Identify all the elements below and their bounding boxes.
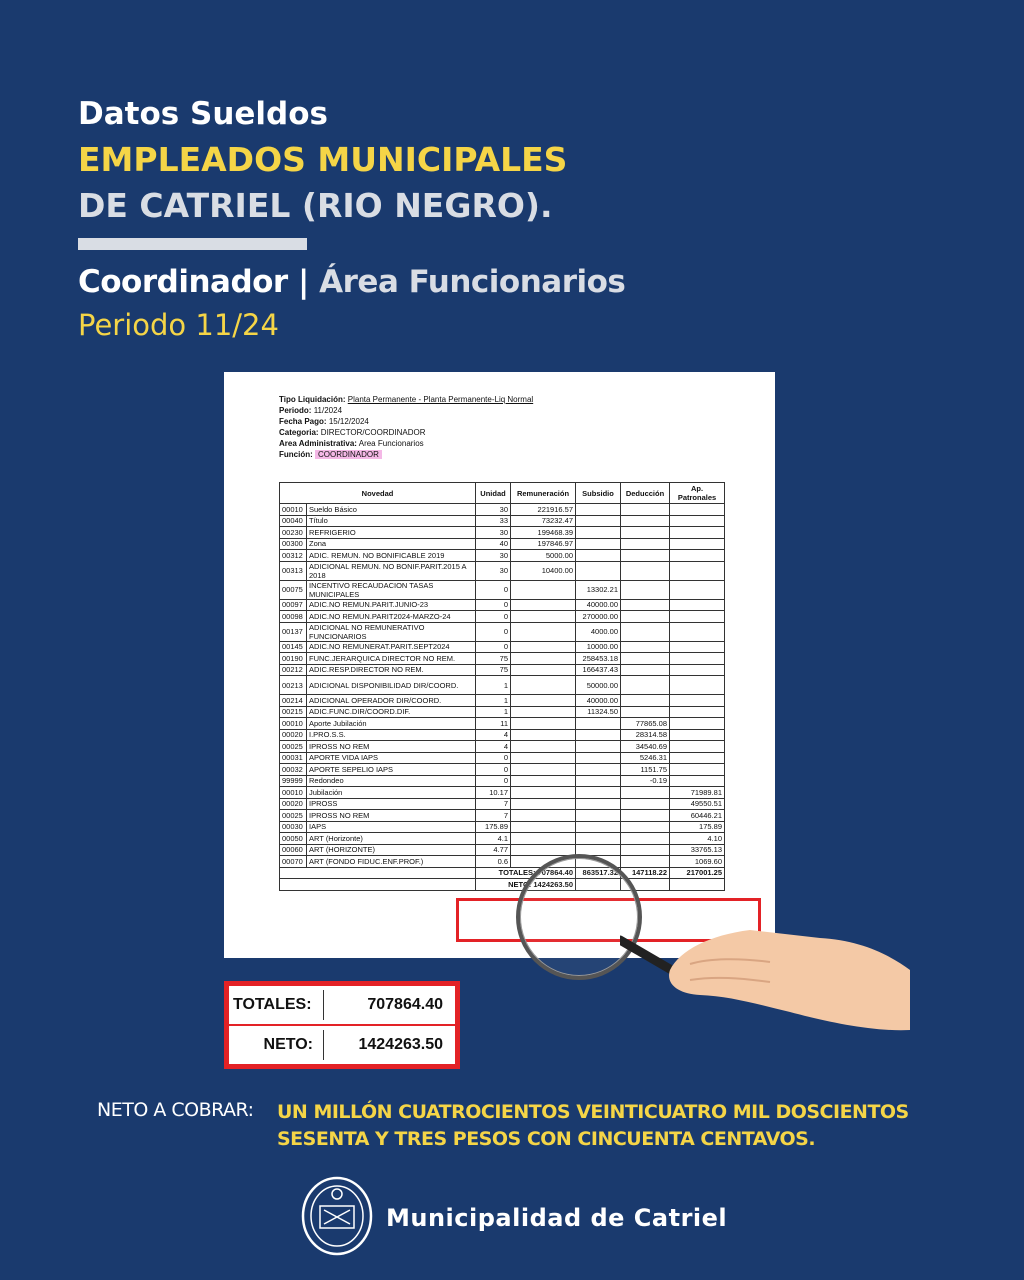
- cell-sub: 11324.50: [576, 706, 621, 718]
- cell-code: 00020: [280, 798, 307, 810]
- table-row: [280, 752, 725, 764]
- cell-unit: 0: [476, 764, 511, 776]
- role-heading: [78, 264, 625, 300]
- cell-code: 00215: [280, 706, 307, 718]
- role-position: Coordinador |: [78, 264, 309, 300]
- cell-sub: [576, 833, 621, 845]
- table-row: [280, 741, 725, 753]
- cell-name: ADIC.FUNC.DIR/COORD.DIF.: [307, 706, 476, 718]
- cell-unit: 75: [476, 664, 511, 676]
- cell-name: ART (FONDO FIDUC.ENF.PROF.): [307, 856, 476, 868]
- cell-sub: [576, 810, 621, 822]
- table-row: [280, 798, 725, 810]
- cell-pat: [670, 504, 725, 516]
- table-row: [280, 695, 725, 707]
- totals-patronales: 217001.25: [670, 867, 725, 879]
- cell-ded: [621, 622, 670, 641]
- table-row: [280, 504, 725, 516]
- cell-unit: 175.89: [476, 821, 511, 833]
- cell-name: ADIC.NO REMUN.PARIT.JUNIO-23: [307, 599, 476, 611]
- table-row: [280, 611, 725, 623]
- cell-ded: [621, 664, 670, 676]
- cell-name: ADICIONAL DISPONIBILIDAD DIR/COORD.: [307, 676, 476, 695]
- cell-ded: [621, 856, 670, 868]
- cell-ded: 28314.58: [621, 729, 670, 741]
- neto-cobrar-amount: UN MILLÓN CUATROCIENTOS VEINTICUATRO MIL DOSCIENTOS SESENTA Y TRES PESOS CON CINCUENTA CENTAVOS.: [277, 1101, 909, 1150]
- table-row: [280, 706, 725, 718]
- cell-code: 00098: [280, 611, 307, 623]
- cell-sub: 270000.00: [576, 611, 621, 623]
- cell-sub: 40000.00: [576, 695, 621, 707]
- cell-rem: [511, 664, 576, 676]
- cell-code: 00032: [280, 764, 307, 776]
- cell-code: 00060: [280, 844, 307, 856]
- cell-code: 00025: [280, 741, 307, 753]
- cell-rem: [511, 787, 576, 799]
- cell-unit: 0: [476, 775, 511, 787]
- cell-name: ADICIONAL OPERADOR DIR/COORD.: [307, 695, 476, 707]
- cell-rem: 197846.97: [511, 538, 576, 550]
- table-row: [280, 676, 725, 695]
- cell-ded: [621, 561, 670, 580]
- cell-unit: 7: [476, 798, 511, 810]
- cell-pat: [670, 622, 725, 641]
- meta-categoria: Categoria: DIRECTOR/COORDINADOR: [279, 428, 426, 437]
- cell-sub: [576, 821, 621, 833]
- cell-ded: [621, 833, 670, 845]
- cell-pat: 175.89: [670, 821, 725, 833]
- table-row: [280, 810, 725, 822]
- cell-unit: 75: [476, 653, 511, 665]
- summary-neto-row: NETO: 1424263.50: [229, 1026, 455, 1064]
- cell-rem: [511, 611, 576, 623]
- cell-ded: [621, 580, 670, 599]
- cell-unit: 4.77: [476, 844, 511, 856]
- cell-unit: 0: [476, 641, 511, 653]
- col-patronales: Ap. Patronales: [670, 483, 725, 504]
- col-unidad: Unidad: [476, 483, 511, 504]
- cell-name: Sueldo Básico: [307, 504, 476, 516]
- totals-summary-box: [224, 981, 460, 1069]
- cell-rem: [511, 676, 576, 695]
- table-row: [280, 515, 725, 527]
- cell-sub: [576, 561, 621, 580]
- cell-name: I.PRO.S.S.: [307, 729, 476, 741]
- cell-name: Redondeo: [307, 775, 476, 787]
- cell-name: ART (Horizonte): [307, 833, 476, 845]
- cell-unit: 30: [476, 527, 511, 539]
- cell-name: FUNC.JERARQUICA DIRECTOR NO REM.: [307, 653, 476, 665]
- cell-rem: [511, 580, 576, 599]
- table-row: [280, 561, 725, 580]
- meta-tipo: Tipo Liquidación: Planta Permanente - Planta Permanente-Liq Normal: [279, 395, 534, 404]
- cell-pat: 49550.51: [670, 798, 725, 810]
- table-row: [280, 764, 725, 776]
- cell-name: Título: [307, 515, 476, 527]
- cell-name: ADICIONAL NO REMUNERATIVO FUNCIONARIOS: [307, 622, 476, 641]
- neto-cobrar-label: NETO A COBRAR:: [97, 1099, 254, 1121]
- cell-sub: [576, 729, 621, 741]
- cell-sub: 258453.18: [576, 653, 621, 665]
- cell-sub: [576, 718, 621, 730]
- cell-name: IAPS: [307, 821, 476, 833]
- cell-unit: 0: [476, 611, 511, 623]
- cell-pat: [670, 695, 725, 707]
- cell-sub: 166437.43: [576, 664, 621, 676]
- cell-name: INCENTIVO RECAUDACION TASAS MUNICIPALES: [307, 580, 476, 599]
- col-remuneracion: Remuneración: [511, 483, 576, 504]
- title-divider: [78, 238, 307, 250]
- cell-sub: [576, 504, 621, 516]
- cell-pat: [670, 550, 725, 562]
- cell-ded: [621, 641, 670, 653]
- cell-code: 00213: [280, 676, 307, 695]
- cell-pat: [670, 706, 725, 718]
- cell-unit: 0: [476, 599, 511, 611]
- cell-name: APORTE VIDA IAPS: [307, 752, 476, 764]
- cell-sub: [576, 787, 621, 799]
- cell-name: APORTE SEPELIO IAPS: [307, 764, 476, 776]
- cell-code: 00075: [280, 580, 307, 599]
- table-row: [280, 653, 725, 665]
- totals-subsidio: 863517.32: [576, 867, 621, 879]
- cell-code: 00010: [280, 787, 307, 799]
- cell-unit: 0: [476, 622, 511, 641]
- table-row: [280, 550, 725, 562]
- cell-name: REFRIGERIO: [307, 527, 476, 539]
- cell-code: 00212: [280, 664, 307, 676]
- cell-unit: 4.1: [476, 833, 511, 845]
- cell-rem: 199468.39: [511, 527, 576, 539]
- cell-unit: 30: [476, 561, 511, 580]
- table-row: [280, 833, 725, 845]
- cell-code: 00312: [280, 550, 307, 562]
- cell-pat: [670, 676, 725, 695]
- cell-sub: 10000.00: [576, 641, 621, 653]
- cell-rem: [511, 653, 576, 665]
- table-row: [280, 775, 725, 787]
- cell-code: 00050: [280, 833, 307, 845]
- cell-code: 00040: [280, 515, 307, 527]
- cell-name: IPROSS: [307, 798, 476, 810]
- table-row: [280, 580, 725, 599]
- cell-name: Zona: [307, 538, 476, 550]
- cell-pat: [670, 775, 725, 787]
- cell-pat: [670, 729, 725, 741]
- cell-ded: [621, 504, 670, 516]
- cell-rem: [511, 706, 576, 718]
- cell-rem: [511, 775, 576, 787]
- cell-ded: 77865.08: [621, 718, 670, 730]
- cell-unit: 1: [476, 706, 511, 718]
- hand-icon: [620, 900, 920, 1040]
- table-row: [280, 641, 725, 653]
- cell-unit: 30: [476, 504, 511, 516]
- cell-ded: 5246.31: [621, 752, 670, 764]
- cell-code: 00010: [280, 718, 307, 730]
- meta-periodo: Periodo: 11/2024: [279, 406, 343, 415]
- cell-name: ADICIONAL REMUN. NO BONIF.PARIT.2015 A 2018: [307, 561, 476, 580]
- cell-unit: 10.17: [476, 787, 511, 799]
- table-row: [280, 527, 725, 539]
- cell-code: 00020: [280, 729, 307, 741]
- cell-code: 99999: [280, 775, 307, 787]
- cell-rem: [511, 729, 576, 741]
- cell-pat: 33765.13: [670, 844, 725, 856]
- cell-rem: [511, 741, 576, 753]
- cell-sub: [576, 764, 621, 776]
- cell-rem: [511, 718, 576, 730]
- cell-name: ART (HORIZONTE): [307, 844, 476, 856]
- cell-sub: [576, 775, 621, 787]
- cell-rem: [511, 764, 576, 776]
- cell-rem: [511, 810, 576, 822]
- meta-funcion: Función: COORDINADOR: [279, 449, 382, 460]
- cell-name: ADIC.RESP.DIRECTOR NO REM.: [307, 664, 476, 676]
- cell-ded: -0.19: [621, 775, 670, 787]
- cell-ded: [621, 611, 670, 623]
- table-row: [280, 664, 725, 676]
- cell-rem: 5000.00: [511, 550, 576, 562]
- payslip-table: [279, 482, 725, 891]
- cell-rem: [511, 599, 576, 611]
- cell-ded: [621, 676, 670, 695]
- cell-sub: 13302.21: [576, 580, 621, 599]
- cell-pat: [670, 580, 725, 599]
- cell-pat: [670, 653, 725, 665]
- cell-pat: [670, 611, 725, 623]
- cell-sub: [576, 538, 621, 550]
- cell-unit: 1: [476, 695, 511, 707]
- col-novedad: Novedad: [280, 483, 476, 504]
- cell-rem: [511, 695, 576, 707]
- table-row: [280, 844, 725, 856]
- title-line-1: Datos Sueldos: [78, 96, 328, 132]
- cell-ded: 1151.75: [621, 764, 670, 776]
- cell-pat: 1069.60: [670, 856, 725, 868]
- cell-code: 00097: [280, 599, 307, 611]
- cell-unit: 33: [476, 515, 511, 527]
- table-row: [280, 718, 725, 730]
- cell-rem: 10400.00: [511, 561, 576, 580]
- cell-unit: 7: [476, 810, 511, 822]
- cell-sub: [576, 741, 621, 753]
- cell-pat: [670, 664, 725, 676]
- meta-area: Area Administrativa: Area Funcionarios: [279, 439, 424, 448]
- col-deduccion: Deducción: [621, 483, 670, 504]
- cell-name: ADIC.NO REMUN.PARIT2024-MARZO-24: [307, 611, 476, 623]
- cell-ded: [621, 527, 670, 539]
- cell-code: 00030: [280, 821, 307, 833]
- cell-sub: 50000.00: [576, 676, 621, 695]
- cell-sub: [576, 515, 621, 527]
- cell-name: IPROSS NO REM: [307, 810, 476, 822]
- period-label: Periodo 11/24: [78, 308, 279, 342]
- cell-unit: 11: [476, 718, 511, 730]
- cell-ded: [621, 844, 670, 856]
- cell-pat: [670, 718, 725, 730]
- cell-unit: 40: [476, 538, 511, 550]
- cell-ded: [621, 515, 670, 527]
- table-row: [280, 856, 725, 868]
- cell-pat: [670, 538, 725, 550]
- cell-rem: [511, 821, 576, 833]
- cell-code: 00230: [280, 527, 307, 539]
- cell-unit: 4: [476, 729, 511, 741]
- cell-rem: 221916.57: [511, 504, 576, 516]
- cell-sub: [576, 798, 621, 810]
- cell-pat: [670, 764, 725, 776]
- cell-pat: [670, 752, 725, 764]
- cell-code: 00025: [280, 810, 307, 822]
- cell-ded: [621, 538, 670, 550]
- role-area: Área Funcionarios: [308, 264, 626, 300]
- cell-rem: [511, 798, 576, 810]
- cell-name: Aporte Jubilación: [307, 718, 476, 730]
- cell-rem: [511, 833, 576, 845]
- title-line-2: EMPLEADOS MUNICIPALES: [78, 140, 568, 179]
- net-row: NETO: 1424263.50: [476, 879, 576, 891]
- cell-ded: [621, 798, 670, 810]
- cell-pat: [670, 515, 725, 527]
- brand-name: Municipalidad de Catriel: [386, 1204, 728, 1232]
- cell-pat: [670, 599, 725, 611]
- cell-ded: [621, 787, 670, 799]
- cell-code: 00313: [280, 561, 307, 580]
- table-row: [280, 538, 725, 550]
- summary-totales-row: TOTALES: 707864.40: [229, 986, 455, 1024]
- cell-code: 00190: [280, 653, 307, 665]
- cell-sub: [576, 527, 621, 539]
- cell-ded: [621, 550, 670, 562]
- cell-rem: [511, 622, 576, 641]
- cell-ded: 34540.69: [621, 741, 670, 753]
- cell-unit: 1: [476, 676, 511, 695]
- cell-pat: [670, 527, 725, 539]
- cell-code: 00300: [280, 538, 307, 550]
- cell-name: ADIC.NO REMUNERAT.PARIT.SEPT2024: [307, 641, 476, 653]
- cell-name: IPROSS NO REM: [307, 741, 476, 753]
- title-line-3: DE CATRIEL (RIO NEGRO).: [78, 186, 553, 225]
- cell-sub: 40000.00: [576, 599, 621, 611]
- cell-pat: [670, 641, 725, 653]
- table-row: [280, 821, 725, 833]
- cell-unit: 0: [476, 580, 511, 599]
- table-row: [280, 729, 725, 741]
- totals-deduccion: 147118.22: [621, 867, 670, 879]
- cell-code: 00214: [280, 695, 307, 707]
- cell-sub: [576, 550, 621, 562]
- cell-rem: [511, 641, 576, 653]
- cell-unit: 4: [476, 741, 511, 753]
- cell-sub: 4000.00: [576, 622, 621, 641]
- table-row: [280, 622, 725, 641]
- cell-ded: [621, 706, 670, 718]
- cell-code: 00010: [280, 504, 307, 516]
- cell-sub: [576, 752, 621, 764]
- cell-name: ADIC. REMUN. NO BONIFICABLE 2019: [307, 550, 476, 562]
- cell-code: 00070: [280, 856, 307, 868]
- totals-label: TOTALES: 707864.40: [476, 867, 576, 879]
- table-row: [280, 787, 725, 799]
- cell-pat: 60446.21: [670, 810, 725, 822]
- cell-unit: 0: [476, 752, 511, 764]
- cell-pat: 71989.81: [670, 787, 725, 799]
- cell-code: 00145: [280, 641, 307, 653]
- col-subsidio: Subsidio: [576, 483, 621, 504]
- cell-ded: [621, 810, 670, 822]
- cell-ded: [621, 821, 670, 833]
- cell-code: 00031: [280, 752, 307, 764]
- cell-code: 00137: [280, 622, 307, 641]
- cell-pat: [670, 561, 725, 580]
- cell-pat: [670, 741, 725, 753]
- cell-unit: 30: [476, 550, 511, 562]
- payslip-document: [224, 372, 775, 958]
- cell-pat: 4.10: [670, 833, 725, 845]
- cell-ded: [621, 653, 670, 665]
- table-row: [280, 599, 725, 611]
- cell-name: Jubilación: [307, 787, 476, 799]
- cell-rem: 73232.47: [511, 515, 576, 527]
- meta-fecha: Fecha Pago: 15/12/2024: [279, 417, 369, 426]
- cell-rem: [511, 844, 576, 856]
- cell-ded: [621, 599, 670, 611]
- cell-rem: [511, 752, 576, 764]
- cell-unit: 0.6: [476, 856, 511, 868]
- cell-ded: [621, 695, 670, 707]
- municipal-seal-icon: [300, 1176, 374, 1256]
